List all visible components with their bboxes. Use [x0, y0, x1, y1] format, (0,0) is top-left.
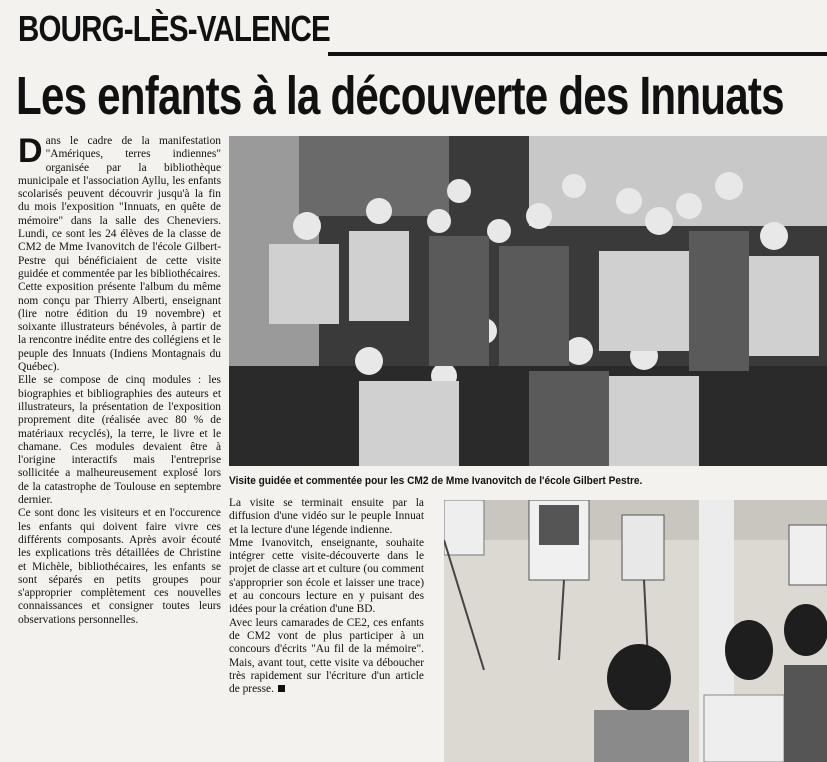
exhibition-photo-image — [444, 500, 827, 762]
headline: Les enfants à la découverte des Innuats — [16, 66, 784, 126]
class-photo-image — [229, 136, 827, 466]
paragraph-1-text: ans le cadre de la manifestation "Amériques, terres indiennes" organisée par la bibliothèque municipale et l'association Ayllu, les enfants scolarisés peuvent découvrir jusqu'à la fin du mois l'exposition "Innuats, en quête de mémoire" dans la salle des Cheneviers. Lundi, ce sont les 24 élèves de la classe de CM2 de Mme Ivanovitch de l'école Gilbert-Pestre qui bénéficiaient de cette visite guidée et commentée par les bibliothécaires. — [18, 135, 221, 280]
paragraph-5: La visite se terminait ensuite par la diffusion d'une vidéo sur le peuple Innuat et la lecture d'une légende indienne. — [229, 497, 424, 536]
article-column-1 — [18, 135, 221, 760]
paragraph-3: Elle se compose de cinq modules : les biographies et bibliographies des auteurs et illustrateurs, la présentation de l'exposition proprement dite (réalisée avec 80 % de matériaux recyclés), la terre, le livre et le chamane. Ces modules devaient être à l'origine interactifs mais l'entreprise sollicitée a malheureusement explosé lors de la catastrophe de Toulouse en septembre dernier. — [18, 374, 221, 507]
photo-caption: Visite guidée et commentée pour les CM2 de Mme Ivanovitch de l'école Gilbert Pestre. — [229, 475, 643, 487]
article-column-2 — [229, 497, 424, 759]
kicker-rule — [328, 52, 827, 56]
class-photo — [229, 136, 827, 466]
paragraph-7-text: Avec leurs camarades de CE2, ces enfants de CM2 vont de plus participer à un concours d'écrits "Au fil de la mémoire". Mais, avant tout, cette visite va déboucher très rapidement sur l'écriture d'un article de presse. — [229, 616, 424, 696]
paragraph-1 — [18, 135, 221, 281]
paragraph-6: Mme Ivanovitch, enseignante, souhaite intégrer cette visite-découverte dans le projet de classe art et culture (ou comment s'approprier son école et laisser une trace) et au concours lecture en y puisant des idées pour la création d'une BD. — [229, 536, 424, 616]
paragraph-7 — [229, 617, 424, 697]
exhibition-photo — [444, 500, 827, 762]
paragraph-4: Ce sont donc les visiteurs et en l'occurence les enfants qui doivent faire vivre ces différents composants. Après avoir écouté les explications très détaillées de Christine et Michèle, bibliothécaires, les enfants se sont séparés en petits groupes pour s'approprier complètement ces nouvelles connaissances et consigner toutes leurs observations personnelles. — [18, 507, 221, 626]
section-kicker: BOURG-LÈS-VALENCE — [18, 8, 330, 49]
drop-cap: D — [18, 135, 43, 170]
paragraph-2: Cette exposition présente l'album du même nom conçu par Thierry Alberti, enseignant (lire notre édition du 19 novembre) et soixante illustrateurs bénévoles, à partir de la rencontre inédite entre des collégiens et le peuple des Innuats (Indiens Montagnais du Québec). — [18, 281, 221, 374]
end-mark — [278, 685, 285, 692]
